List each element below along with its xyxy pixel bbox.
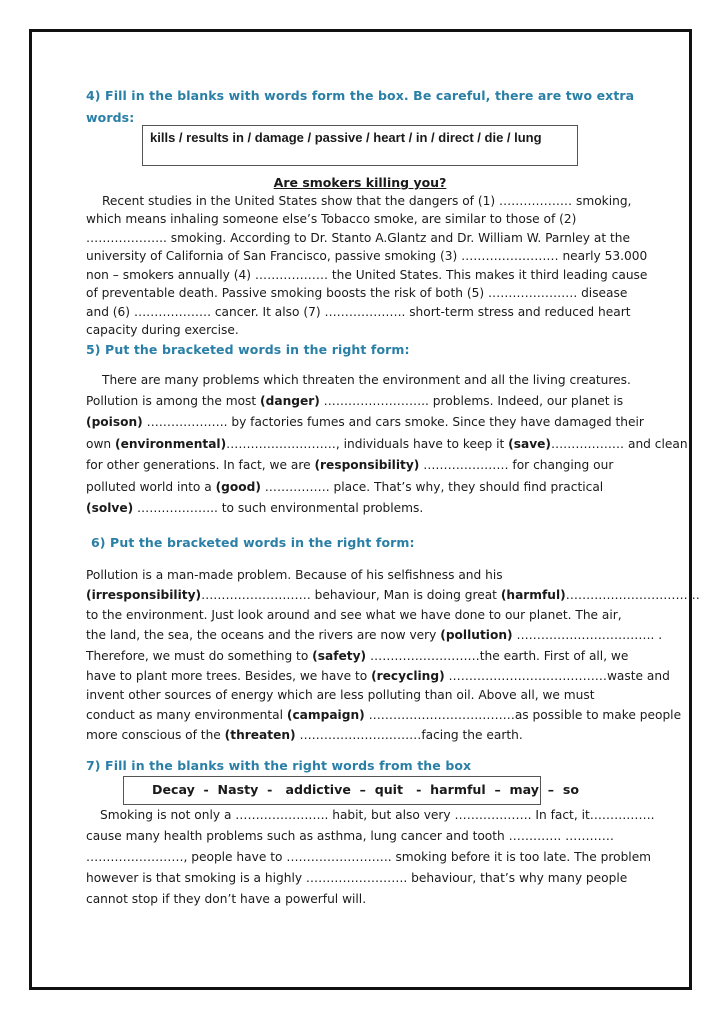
passage-line: Recent studies in the United States show that the dangers of (1) ……………… smoking, (102, 194, 632, 208)
bracketed-word: (threaten) (224, 728, 296, 742)
passage-line: have to plant more trees. Besides, we have to (recycling) …………………………………waste and (86, 669, 670, 683)
passage-line: for other generations. In fact, we are (responsibility) ………………… for changing our (86, 458, 614, 472)
bracketed-word: (recycling) (371, 669, 445, 683)
passage-line: conduct as many environmental (campaign) ………………………………as possible to make people (86, 708, 682, 722)
bracketed-word: (responsibility) (314, 458, 420, 472)
passage-line: ……………….. smoking. According to Dr. Stanto A.Glantz and Dr. William W. Parnley at the (86, 231, 630, 245)
section4-heading-line1: 4) Fill in the blanks with words form the box. Be careful, there are two extra (86, 88, 635, 103)
bracketed-word: (campaign) (286, 708, 365, 722)
passage-line: invent other sources of energy which are less polluting than oil. Above all, we must (86, 688, 595, 702)
passage-line: non – smokers annually (4) ……………… the United States. This makes it third leading cause (86, 268, 648, 282)
passage-line: Therefore, we must do something to (safety) ………………………the earth. First of all, we (86, 649, 629, 663)
passage-line: capacity during exercise. (86, 323, 239, 337)
passage-line: to the environment. Just look around and see what we have done to our planet. The air, (86, 608, 622, 622)
section7-heading: 7) Fill in the blanks with the right words from the box (86, 758, 472, 773)
bracketed-word: (good) (215, 480, 261, 494)
section4-heading-line2: words: (86, 110, 135, 125)
section6-heading: 6) Put the bracketed words in the right form: (91, 535, 415, 550)
passage-line: Pollution is among the most (danger) …………………….. problems. Indeed, our planet is (86, 394, 624, 408)
passage-line: university of California of San Francisco, passive smoking (3) …………………… nearly 53.000 (86, 249, 648, 263)
bracketed-word: (solve) (86, 501, 134, 515)
section4-word-list: kills / results in / damage / passive / heart / in / direct / die / lung (150, 130, 542, 145)
passage-line: the land, the sea, the oceans and the rivers are now very (pollution) ……………………………. . (86, 628, 663, 642)
passage-line: and (6) ………………. cancer. It also (7) ……………….. short-term stress and reduced heart (86, 305, 631, 319)
passage-line: ……………………, people have to …………………….. smoking before it is too late. The problem (86, 850, 652, 864)
bracketed-word: (environmental) (115, 437, 227, 451)
passage-line: cause many health problems such as asthma, lung cancer and tooth …………. ………… (86, 829, 614, 843)
passage-line: (irresponsibility)……………………… behaviour, Man is doing great (harmful)…………………………… (86, 588, 700, 602)
passage-line: which means inhaling someone else’s Tobacco smoke, are similar to those of (2) (86, 212, 577, 226)
section5-heading: 5) Put the bracketed words in the right form: (86, 342, 410, 357)
passage-title: Are smokers killing you? (273, 175, 447, 190)
passage-line: own (environmental)………………………, individuals have to keep it (save)……………… and clean (86, 437, 688, 451)
passage-line: (poison) ……………….. by factories fumes and cars smoke. Since they have damaged their (86, 415, 644, 429)
passage-line: (solve) ……………….. to such environmental problems. (86, 501, 424, 515)
bracketed-word: (poison) (86, 415, 143, 429)
passage-line: however is that smoking is a highly ……………………. behaviour, that’s why many people (86, 871, 628, 885)
bracketed-word: (harmful) (500, 588, 566, 602)
section7-word-box (123, 776, 579, 805)
bracketed-word: (danger) (260, 394, 320, 408)
bracketed-word: (safety) (312, 649, 367, 663)
passage-line: There are many problems which threaten the environment and all the living creatures. (102, 373, 631, 387)
bracketed-word: (save) (508, 437, 551, 451)
bracketed-word: (irresponsibility) (86, 588, 202, 602)
passage-line: more conscious of the (threaten) …………………………facing the earth. (86, 728, 523, 742)
section7-word-list: Decay - Nasty - addictive – quit - harmful – may – so (152, 782, 579, 797)
bracketed-word: (pollution) (440, 628, 513, 642)
passage-line: Smoking is not only a ………………….. habit, but also very ………………. In fact, it……………. (100, 808, 655, 822)
passage-line: Pollution is a man-made problem. Because of his selfishness and his (86, 568, 503, 582)
section4-word-box (142, 125, 578, 166)
passage-line: cannot stop if they don’t have a powerful will. (86, 892, 367, 906)
passage-line: polluted world into a (good) ……………. place. That’s why, they should find practical (86, 480, 604, 494)
passage-line: of preventable death. Passive smoking boosts the risk of both (5) …………………. disease (86, 286, 628, 300)
